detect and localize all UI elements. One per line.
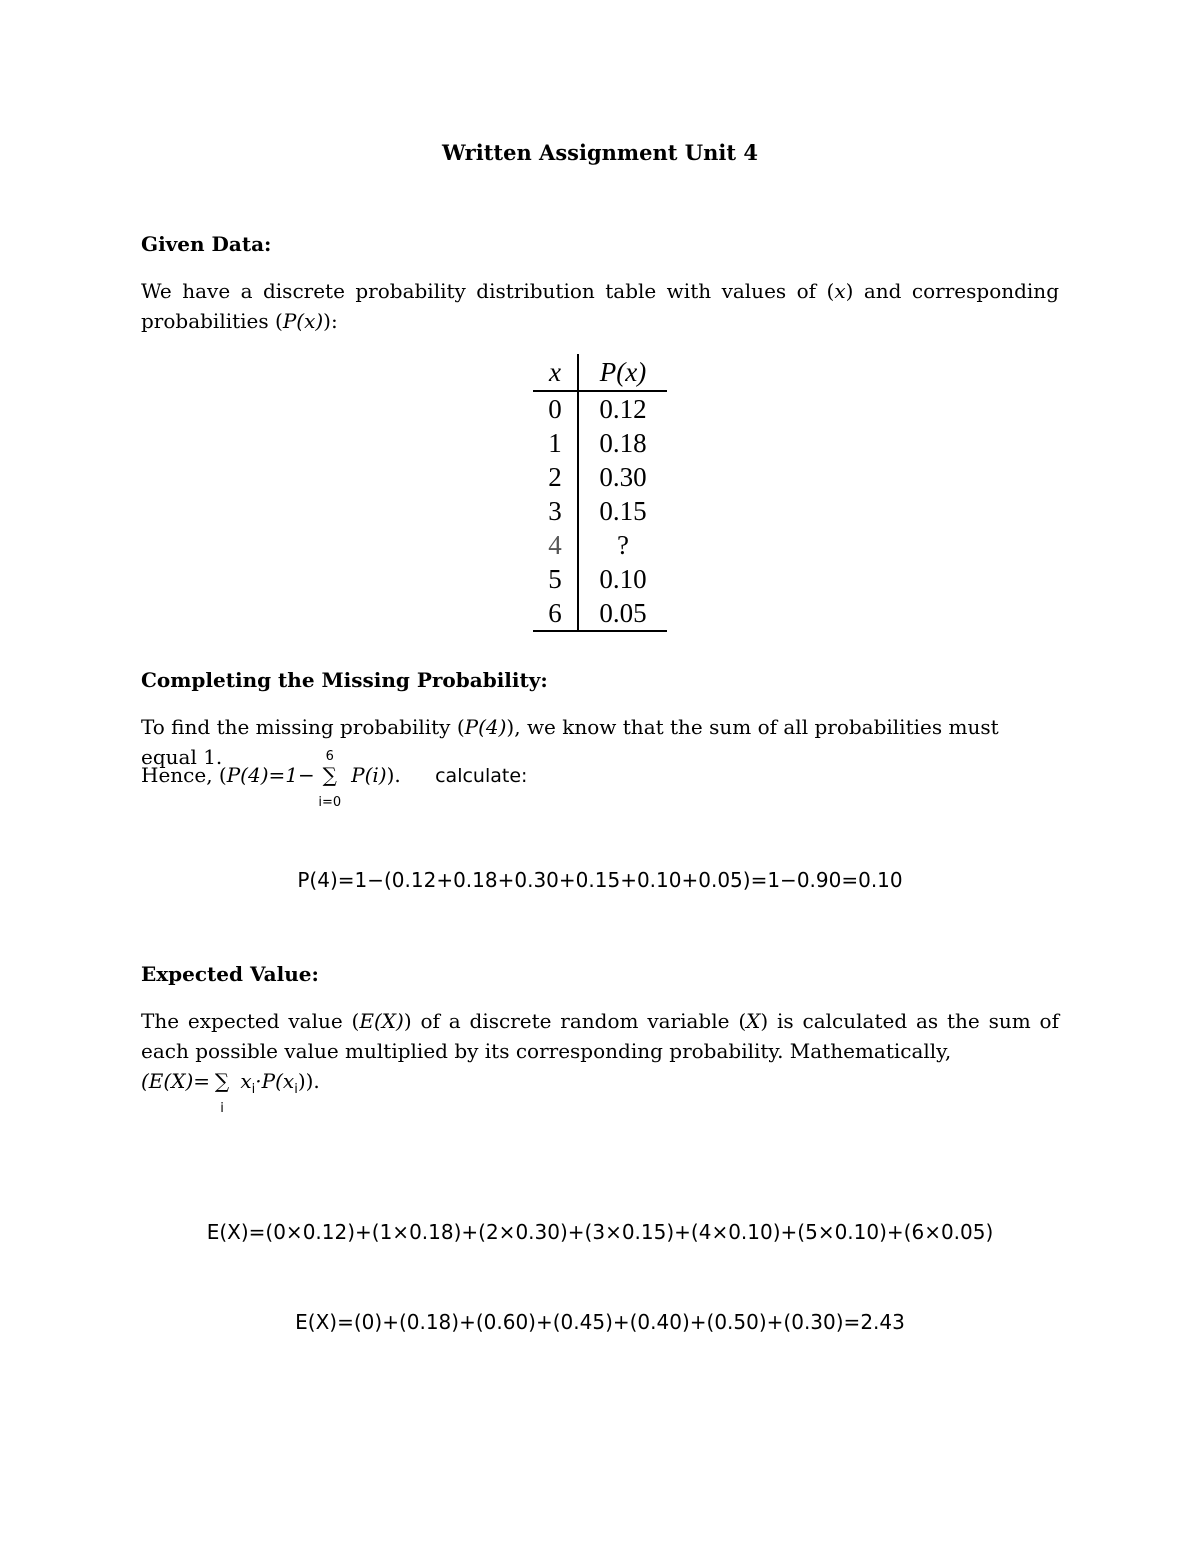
- expected-text-b: ) of a discrete random variable (: [403, 1009, 747, 1033]
- missing-line-2: [141, 749, 1059, 810]
- ex-term: E(X): [359, 1009, 404, 1033]
- formula-end: )).: [297, 1069, 320, 1093]
- sum-lower-limit: i=0: [318, 795, 342, 810]
- table-cell-x: 3: [533, 494, 578, 528]
- missing-probability-heading: Completing the Missing Probability:: [141, 668, 548, 692]
- probability-table-wrap: [533, 354, 667, 632]
- table-cell-x: 0: [533, 391, 578, 426]
- expected-paragraph: [141, 1006, 1059, 1066]
- sum-upper-limit: 6: [325, 749, 334, 764]
- hence-close: ).: [386, 763, 401, 787]
- formula-pxi: ·P(x: [255, 1069, 295, 1093]
- expected-formula: [141, 1066, 1059, 1116]
- var-px: P(x): [282, 309, 324, 333]
- expected-text-a: The expected value (: [141, 1009, 360, 1033]
- table-cell-p: 0.15: [599, 495, 647, 526]
- var-x: x: [834, 279, 846, 303]
- given-data-heading: Given Data:: [141, 232, 272, 256]
- table-cell-p: 0.30: [599, 461, 647, 492]
- given-text-b: ) and corresponding probabilities (: [141, 279, 1059, 333]
- ex-equation-2: E(X)=(0)+(0.18)+(0.60)+(0.45)+(0.40)+(0.50)+(0.30)=2.43: [295, 1310, 905, 1334]
- table-cell-x: 6: [533, 596, 578, 631]
- p4-formula: P(4)=1−: [226, 763, 315, 787]
- given-text-c: ):: [323, 309, 338, 333]
- table-cell-p: 0.05: [578, 596, 667, 631]
- expected-value-heading: Expected Value:: [141, 962, 319, 986]
- formula-pxi-sub: i: [294, 1082, 298, 1097]
- table-row: [533, 562, 667, 596]
- pi-term: P(i): [351, 763, 387, 787]
- p4-equation: P(4)=1−(0.12+0.18+0.30+0.15+0.10+0.05)=1−0.90=0.10: [297, 868, 903, 892]
- table-row: [533, 528, 667, 562]
- table-header-x: x: [533, 354, 578, 391]
- expected-text-c: ) is calculated as the sum of each possible value multiplied by its corresponding probability. Mathematically,: [141, 1009, 1060, 1063]
- p4-term: P(4): [464, 715, 507, 739]
- table-cell-x: 4: [533, 528, 578, 562]
- sum-symbol: ∑: [322, 763, 337, 787]
- ex-formula-start: (E(X)=: [141, 1069, 211, 1093]
- formula-sum-block: [210, 1066, 234, 1116]
- table-cell-x: 2: [533, 460, 578, 494]
- table-cell-p: ?: [617, 529, 629, 560]
- table-header-px: P(x): [578, 354, 667, 391]
- formula-sum-index: i: [220, 1101, 224, 1116]
- formula-xi: x: [240, 1069, 252, 1093]
- given-data-paragraph: [141, 276, 1059, 336]
- table-row: [533, 426, 667, 460]
- missing-text-a: To find the missing probability (: [141, 715, 465, 739]
- table-cell-x: 5: [533, 562, 578, 596]
- table-cell-p: 0.10: [599, 563, 647, 594]
- given-text-a: We have a discrete probability distribution table with values of (: [141, 279, 835, 303]
- table-cell-x: 1: [533, 426, 578, 460]
- table-cell-p: 0.18: [599, 427, 647, 458]
- formula-xi-sub: i: [251, 1082, 256, 1097]
- hence-text: Hence, (: [141, 763, 227, 787]
- x-term: X: [746, 1009, 761, 1033]
- summation-block: [315, 749, 345, 810]
- table-row: [533, 460, 667, 494]
- formula-sum-symbol: ∑: [214, 1069, 230, 1093]
- missing-text-b: ), we know that the sum of all probabilities must equal 1.: [141, 715, 999, 769]
- table-header-row: [533, 354, 667, 391]
- table-cell-p: 0.12: [599, 393, 647, 424]
- ex-equation-1: E(X)=(0×0.12)+(1×0.18)+(2×0.30)+(3×0.15)+(4×0.10)+(5×0.10)+(6×0.05): [206, 1220, 994, 1244]
- table-row: [533, 494, 667, 528]
- table-row: [533, 391, 667, 426]
- page-title: Written Assignment Unit 4: [442, 140, 758, 165]
- probability-table: [533, 354, 667, 632]
- table-row: [533, 596, 667, 631]
- calculate-text: calculate:: [435, 765, 528, 787]
